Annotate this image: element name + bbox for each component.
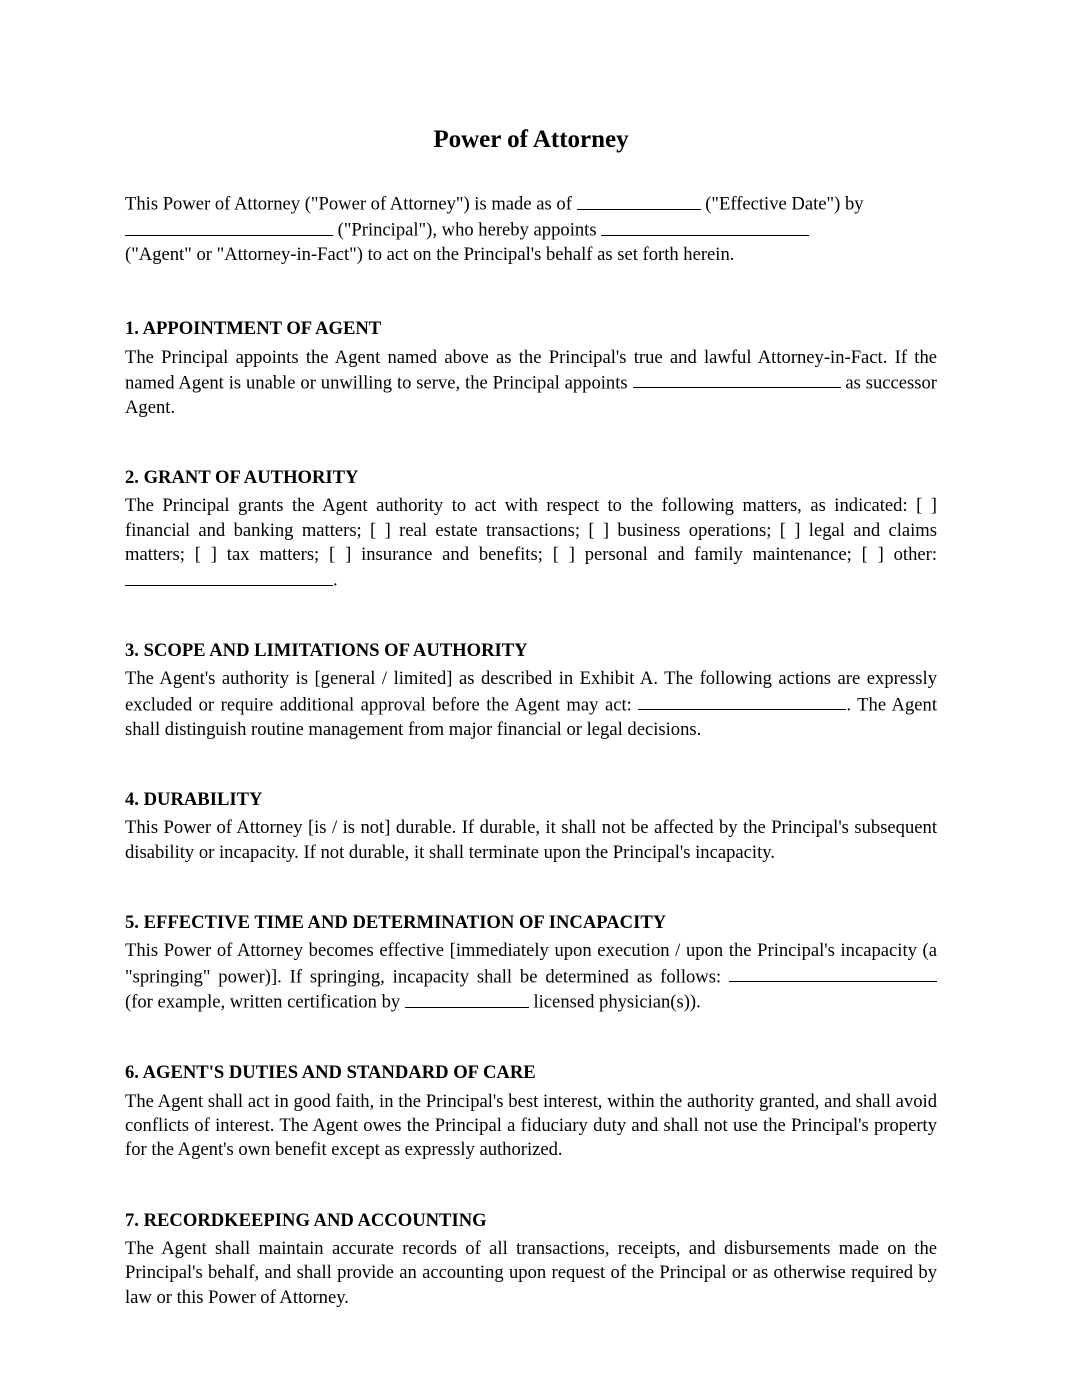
section-heading: 5. EFFECTIVE TIME AND DETERMINATION OF INCAPACITY [125, 911, 667, 933]
document-page [125, 122, 937, 1356]
section-durability [125, 788, 937, 865]
section-text: This Power of Attorney [is / is not] durable. If durable, it shall not be affected by the Principal's subsequent disability or incapacity. If not durable, it shall terminate upon the Principal's incapacity. [125, 817, 937, 863]
section-body [125, 939, 937, 1015]
section-scope-and-limitations [125, 639, 937, 742]
section-agent-duties [125, 1061, 937, 1162]
section-body [125, 1090, 937, 1163]
section-text: . [333, 569, 338, 591]
section-recordkeeping [125, 1209, 937, 1310]
section-body [125, 1237, 937, 1310]
section-text: The Principal appoints the Agent named above as the Principal's true and lawful Attorney-in-Fact. If the named Agent is unable or unwilling to serve, the Principal appoints [125, 346, 937, 394]
incapacity-determination-blank[interactable] [729, 964, 937, 983]
section-body [125, 667, 937, 742]
section-text: The Agent shall act in good faith, in the Principal's best interest, within the authority granted, and shall avoid conflicts of interest. The Agent owes the Principal a fiduciary duty and shall not use the Principal's property for the Agent's own benefit except as expressly authorized. [125, 1090, 937, 1161]
intro-paragraph [125, 191, 937, 267]
section-text: . The Agent shall distinguish routine management from major financial or legal decisions. [125, 694, 938, 740]
effective-date-blank[interactable] [577, 191, 701, 210]
section-text: The Agent's authority is [general / limited] as described in Exhibit A. The following actions are expressly excluded or require additional approval before the Agent may act: [125, 668, 937, 716]
section-heading: 1. APPOINTMENT OF AGENT [125, 318, 382, 340]
excluded-actions-blank[interactable] [638, 692, 846, 711]
physician-count-blank[interactable] [405, 989, 529, 1008]
section-text: The Principal grants the Agent authority to act with respect to the following matters, as indicated: [ ] financial and banking matters; [ ] real estate transactions; [ ] business operations; [ ] legal and claims matters; [ ] tax matters; [ ] insurance and benefits; [ ] personal and family maintenance; [ ] other: [125, 495, 937, 565]
other-matters-blank[interactable] [125, 567, 333, 586]
intro-text-4: ("Agent" or "Attorney-in-Fact") to act on the Principal's behalf as set forth herein. [125, 243, 735, 265]
section-heading: 7. RECORDKEEPING AND ACCOUNTING [125, 1209, 487, 1231]
successor-agent-blank[interactable] [633, 370, 841, 389]
section-text: (for example, written certification by [125, 992, 405, 1014]
intro-text-3: ("Principal"), who hereby appoints [333, 219, 602, 241]
section-body [125, 494, 937, 593]
section-body [125, 816, 937, 865]
section-text: The Agent shall maintain accurate records of all transactions, receipts, and disbursements made on the Principal's behalf, and shall provide an accounting upon request of the Principal or as otherwise required by law or this Power of Attorney. [125, 1237, 937, 1308]
agent-name-blank[interactable] [601, 217, 809, 236]
section-heading: 4. DURABILITY [125, 789, 263, 811]
section-heading: 6. AGENT'S DUTIES AND STANDARD OF CARE [125, 1062, 536, 1084]
document-title: Power of Attorney [433, 126, 629, 153]
intro-text-1: This Power of Attorney ("Power of Attorney") is made as of [125, 193, 577, 215]
section-text: licensed physician(s)). [528, 992, 701, 1014]
section-grant-of-authority [125, 466, 937, 593]
section-text: This Power of Attorney becomes effective [immediately upon execution / upon the Principal's incapacity (a "springing" power)]. If springing, incapacity shall be determined as follows: [125, 940, 937, 988]
section-appointment-of-agent [125, 317, 937, 420]
section-effective-time [125, 911, 937, 1016]
section-text: as successor Agent. [125, 372, 937, 418]
section-body [125, 346, 937, 421]
section-heading: 2. GRANT OF AUTHORITY [125, 467, 359, 489]
section-heading: 3. SCOPE AND LIMITATIONS OF AUTHORITY [125, 640, 528, 662]
intro-text-2: ("Effective Date") by [700, 193, 864, 215]
principal-name-blank[interactable] [125, 217, 333, 236]
